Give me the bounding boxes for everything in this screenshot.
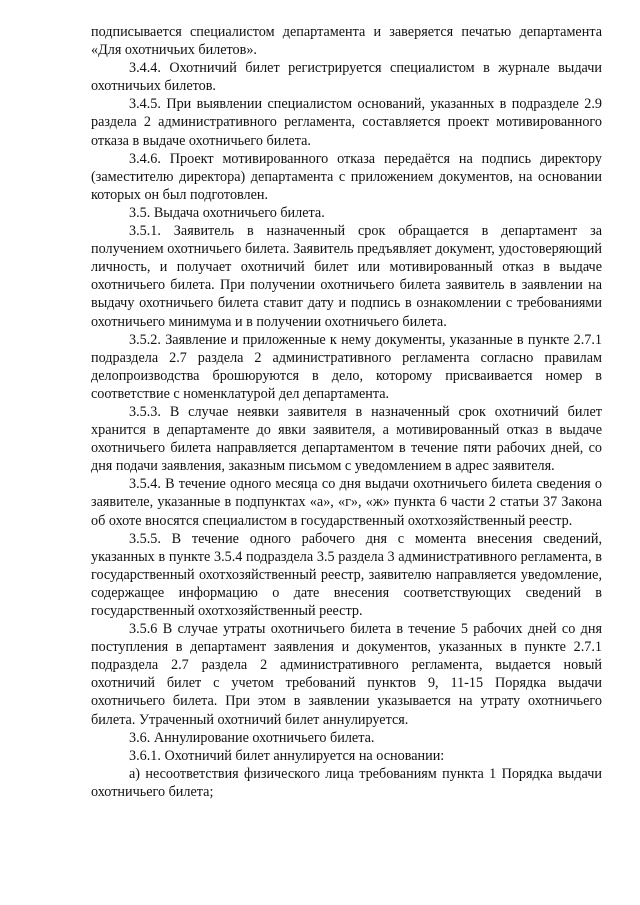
- paragraph-3-5-6: 3.5.6 В случае утраты охотничьего билета в течение 5 рабочих дней со дня поступления в департамент заявления и документов, указанных в пункте 2.7.1 подраздела 2.7 раздела 2 административного регламента, выдается новый охотничий билет с учетом требований пунктов 9, 11-15 Порядка выдачи охотничьего билета. При этом в заявлении указывается на утрату охотничьего билета. Утраченный охотничий билет аннулируется.: [91, 621, 602, 728]
- paragraph-3-5-1: 3.5.1. Заявитель в назначенный срок обращается в департамент за получением охотничьего билета. Заявитель предъявляет документ, удостоверяющий личность, и получает охотничий билет или мотивированный отказ в выдаче охотничьего билета. При получении охотничьего билета заявитель в заявлении на выдачу охотничьего билета ставит дату и подпись в ознакомлении с требованиями охотничьего минимума и в получении охотничьего билета.: [91, 223, 602, 330]
- list-item-a: а) несоответствия физического лица требованиям пункта 1 Порядка выдачи охотничьего билета;: [91, 765, 602, 800]
- paragraph-3-5-3: 3.5.3. В случае неявки заявителя в назначенный срок охотничий билет хранится в департаменте до явки заявителя, а мотивированный отказ в выдаче охотничьего билета направляется департаментом в течение пяти рабочих дней, со дня подачи заявления, заказным письмом с уведомлением в адрес заявителя.: [91, 403, 602, 475]
- paragraph-3-6-1: 3.6.1. Охотничий билет аннулируется на основании:: [129, 747, 445, 764]
- paragraph-3-4-4: 3.4.4. Охотничий билет регистрируется специалистом в журнале выдачи охотничьих билетов.: [91, 60, 602, 95]
- section-heading-3-6: 3.6. Аннулирование охотничьего билета.: [129, 729, 375, 746]
- document-body: [91, 23, 602, 801]
- paragraph-3-4-6: 3.4.6. Проект мотивированного отказа передаётся на подпись директору (заместителю директора) департамента с приложением документов, на основании которых он был подготовлен.: [91, 150, 602, 203]
- section-heading-3-5: 3.5. Выдача охотничьего билета.: [129, 204, 325, 221]
- paragraph-continuation: подписывается специалистом департамента и заверяется печатью департамента «Для охотничьих билетов».: [91, 24, 602, 59]
- paragraph-3-5-5: 3.5.5. В течение одного рабочего дня с момента внесения сведений, указанных в пункте 3.5.4 подраздела 3.5 раздела 3 административного регламента, в государственный охотхозяйственный реестр, заявителю направляется уведомление, содержащее информацию о дате внесения соответствующих сведений в государственный охотхозяйственный реестр.: [91, 530, 602, 619]
- paragraph-3-5-4: 3.5.4. В течение одного месяца со дня выдачи охотничьего билета сведения о заявителе, указанные в подпунктах «а», «г», «ж» пункта 6 части 2 статьи 37 Закона об охоте вносятся специалистом в государственный охотхозяйственный реестр.: [91, 476, 602, 529]
- paragraph-3-5-2: 3.5.2. Заявление и приложенные к нему документы, указанные в пункте 2.7.1 подраздела 2.7 раздела 2 административного регламента согласно правилам делопроизводства брошюруются в дело, которому присваивается номер в соответствие с номенклатурой дел департамента.: [91, 331, 602, 402]
- paragraph-3-4-5: 3.4.5. При выявлении специалистом оснований, указанных в подразделе 2.9 раздела 2 административного регламента, составляется проект мотивированного отказа в выдаче охотничьего билета.: [91, 96, 602, 149]
